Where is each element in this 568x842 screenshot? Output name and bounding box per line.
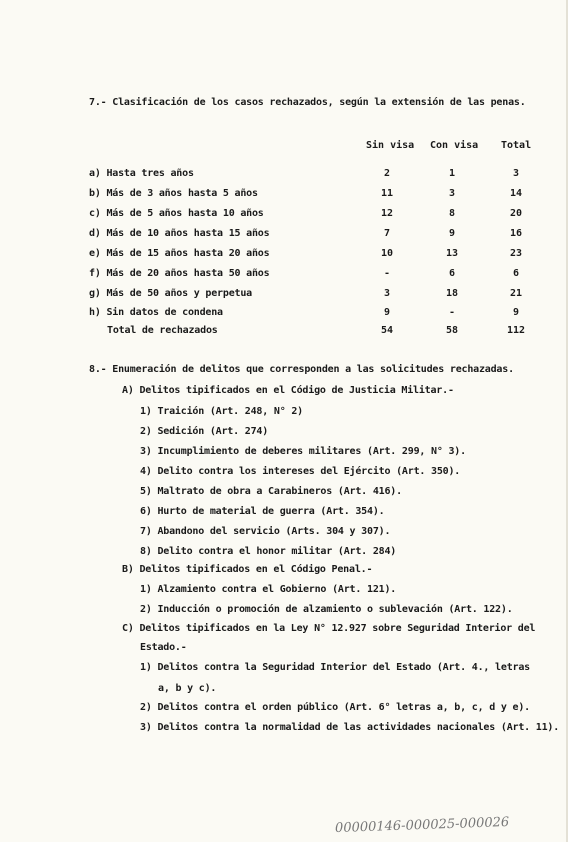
row-label: c) Más de 5 años hasta 10 años	[89, 208, 264, 219]
list-item: 3) Incumplimiento de deberes militares (Art. 299, N° 3).	[140, 446, 466, 457]
group-a-title: A) Delitos tipificados en el Código de Justicia Militar.-	[122, 385, 454, 396]
cell-sin-visa-total: 54	[380, 325, 394, 336]
section-7-title: 7.- Clasificación de los casos rechazados, según la extensión de las penas.	[89, 97, 526, 108]
archive-stamp: 00000146-000025-000026	[334, 814, 510, 837]
cell-total: 23	[509, 248, 523, 259]
cell-con-visa: 1	[448, 168, 456, 179]
total-label: Total de rechazados	[107, 325, 218, 336]
group-c-title: C) Delitos tipificados en la Ley N° 12.927 sobre Seguridad Interior del	[122, 623, 536, 634]
cell-con-visa: 13	[445, 248, 459, 259]
cell-total: 20	[509, 208, 523, 219]
list-item: 6) Hurto de material de guerra (Art. 354).	[140, 506, 385, 517]
cell-total: 9	[512, 307, 520, 318]
list-item-continuation: a, b y c).	[158, 683, 217, 694]
cell-sin-visa: 3	[383, 288, 391, 299]
row-label: g) Más de 50 años y perpetua	[89, 288, 252, 299]
cell-sin-visa: 9	[383, 307, 391, 318]
cell-sin-visa: 7	[383, 228, 391, 239]
list-item: 1) Alzamiento contra el Gobierno (Art. 121).	[140, 584, 397, 595]
cell-con-visa: 6	[448, 268, 456, 279]
section-8-title: 8.- Enumeración de delitos que corresponden a las solicitudes rechazadas.	[89, 364, 514, 375]
cell-grand-total: 112	[506, 325, 526, 336]
row-label: h) Sin datos de condena	[89, 307, 223, 318]
list-item: 2) Delitos contra el orden público (Art. 6° letras a, b, c, d y e).	[140, 702, 530, 713]
row-label: f) Más de 20 años hasta 50 años	[89, 268, 270, 279]
cell-total: 21	[509, 288, 523, 299]
list-item: 7) Abandono del servicio (Arts. 304 y 307).	[140, 526, 391, 537]
group-c-title-continuation: Estado.-	[140, 642, 187, 653]
cell-con-visa: 18	[445, 288, 459, 299]
group-b-title: B) Delitos tipificados en el Código Penal.-	[122, 564, 373, 575]
cell-total: 14	[509, 188, 523, 199]
row-label: a) Hasta tres años	[89, 168, 194, 179]
cell-sin-visa: 2	[383, 168, 391, 179]
list-item: 5) Maltrato de obra a Carabineros (Art. 416).	[140, 486, 402, 497]
list-item: 8) Delito contra el honor militar (Art. 284)	[140, 546, 397, 557]
cell-con-visa: 9	[448, 228, 456, 239]
row-label: e) Más de 15 años hasta 20 años	[89, 248, 270, 259]
list-item: 1) Delitos contra la Seguridad Interior del Estado (Art. 4., letras	[140, 662, 530, 673]
list-item: 2) Inducción o promoción de alzamiento o sublevación (Art. 122).	[140, 604, 513, 615]
list-item: 4) Delito contra los intereses del Ejército (Art. 350).	[140, 466, 461, 477]
list-item: 1) Traición (Art. 248, N° 2)	[140, 406, 303, 417]
cell-sin-visa: 11	[380, 188, 394, 199]
cell-con-visa: 8	[448, 208, 456, 219]
cell-con-visa-total: 58	[445, 325, 459, 336]
cell-total: 16	[509, 228, 523, 239]
row-label: d) Más de 10 años hasta 15 años	[89, 228, 270, 239]
cell-sin-visa: 12	[380, 208, 394, 219]
column-header-sin-visa: Sin visa	[366, 140, 415, 151]
row-label: b) Más de 3 años hasta 5 años	[89, 188, 258, 199]
cell-sin-visa: 10	[380, 248, 394, 259]
cell-con-visa: 3	[448, 188, 456, 199]
column-header-total: Total	[501, 140, 532, 151]
cell-total: 3	[512, 168, 520, 179]
cell-con-visa: -	[448, 307, 456, 318]
list-item: 3) Delitos contra la normalidad de las actividades nacionales (Art. 11).	[140, 722, 560, 733]
cell-sin-visa: -	[383, 268, 391, 279]
column-header-con-visa: Con visa	[430, 140, 479, 151]
list-item: 2) Sedición (Art. 274)	[140, 426, 269, 437]
cell-total: 6	[512, 268, 520, 279]
